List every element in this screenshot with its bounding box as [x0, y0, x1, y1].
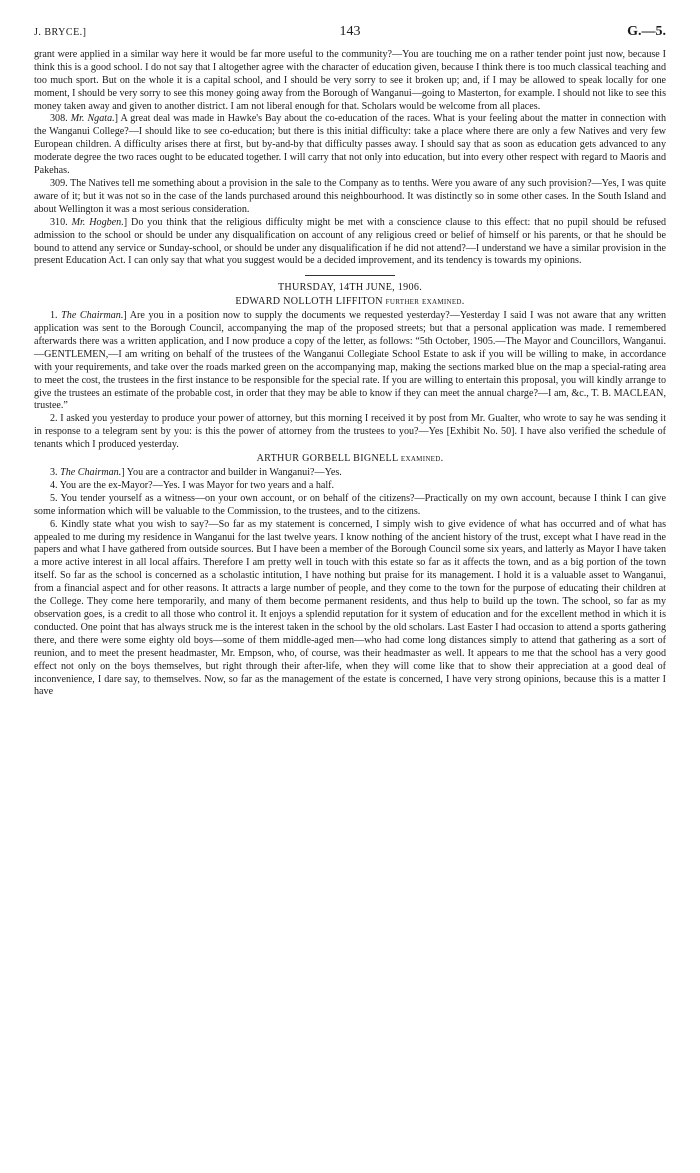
speaker-name: Mr. Hogben.: [71, 216, 124, 228]
question-number: 308.: [50, 113, 71, 125]
question-number: 310.: [50, 216, 72, 228]
paragraph-310: 310. Mr. Hogben.] Do you think that the religious difficulty might be met with a conscience clause to this effect: that no pupil should be refused admission to the school or should be under any disqualification on account of any religious creed or belief of himself or his parents, or that he should be bound to attend any service or Sunday-school, or should be under any disqualification if he did not attend?—I understand we have a similar provision in the present Education Act. I can only say that what you suggest would be a decided improvement, and its tendency is towards my opinions.: [34, 216, 667, 267]
paragraph-1: 1. The Chairman.] Are you in a position now to supply the documents we requested yesterday?—Yesterday I said I was not aware that any written application was sent to the Borough Council, accompanying the map of the proposed streets; but that a personal application was made. I remembered afterwards there was a written application, and I now produce a copy of the letter, as follows: “5th October, 1905.—The Mayor and Councillors, Wanganui.—GENTLEMEN,—I am writing on behalf of the trustees of the Wanganui Collegiate School Estate to ask if you will be willing to make, in accordance with your requirements, and take over the roads marked green on the accompanying map, making the sections marked blue on the map a special-rating area to meet the cost, the trustees in the first instance to be responsible for the special rate. If you are willing to entertain this proposal, you will kindly arrange to give the trustees an estimate of the probable cost, in order that they may be able to know if they can meet the annual charge?—I am, &c., T. B. MACLEAN, trustee.”: [34, 310, 667, 412]
testimony-text: A great deal was made in Hawke's Bay about the co-education of the races. What is your feeling about the matter in connection with the Wanganui College?—I should like to see co-education; but there is this initial difficulty: take a place where there are only a few Natives and very few European children. A difficulty arises there at first, but by-and-by that difficulty passes away. I should say that as soon as education gets advanced to any moderate degree the two races ought to be educated together. I will carry that not only into education, but into every other respect with regard to Maoris and Pakehas.: [34, 113, 667, 177]
question-number: 4.: [50, 479, 60, 491]
testimony-text: You are the ex-Mayor?—Yes. I was Mayor for two years and a half.: [59, 479, 335, 491]
page-header: [34, 26, 666, 40]
document-code: G.—5.: [627, 24, 667, 39]
question-number: 5.: [50, 492, 61, 504]
witness-heading-liffiton: EDWARD NOLLOTH LIFFITON further examined.: [235, 296, 465, 308]
speaker-name: The Chairman.: [60, 467, 122, 478]
paragraph-3: 3. The Chairman.] You are a contractor and builder in Wanganui?—Yes.: [50, 467, 342, 478]
paragraph-continued: [34, 49, 666, 114]
paragraph-309: [34, 178, 666, 217]
speaker-name: The Chairman.: [61, 310, 124, 322]
testimony-text: Are you in a position now to supply the documents we requested yesterday?—Yesterday I said I was not aware that any written application was sent to the Borough Council, accompanying the map of the proposed streets; but that a personal application was made. I remembered afterwards there was a written application, and I now produce a copy of the letter, as follows: “5th October, 1905.—The Mayor and Councillors, Wanganui.—GENTLEMEN,—I am writing on behalf of the trustees of the Wanganui Collegiate School Estate to ask if you will be willing to make, in accordance with your requirements, and take over the roads marked green on the accompanying map, making the sections marked blue on the map a special-rating area to meet the cost, the trustees in the first instance to be responsible for the special rate. If you are willing to entertain this proposal, you will kindly arrange to give the trustees an estimate of the probable cost, in order that they may be able to know if they can meet the annual charge?—I am, &c., T. B. MACLEAN, trustee.”: [34, 310, 667, 412]
testimony-text: I asked you yesterday to produce your power of attorney, but this morning I received it by post from Mr. Gualter, who wrote to say he was sending it in response to a telegram sent by you: is this the power of attorney from the trustees to you?—Yes [Exhibit No. 50]. I have also verified the schedule of tenants which I produced yesterday.: [34, 413, 667, 451]
testimony-text: You are a contractor and builder in Wanganui?—Yes.: [126, 467, 342, 478]
question-number: 6.: [50, 518, 62, 530]
testimony-text: grant were applied in a similar way here it would be far more useful to the community?—You are touching me on a rather tender point just now, because I think this is a good school. I do not say that I altogether agree with the character of education given, because I think there is too much classical teaching and too much sport. But on the whole it is a capital school, and I should be very sorry to see it broken up; and, if I may be allowed to speak locally for one moment, I should be very sorry to see this money going away from the Borough of Wanganui—going to Masterton, for example. I should not like to see this money taken away and given to another district. I am not liberal enough for that. Scholars would be welcome from all places.: [34, 48, 666, 112]
paragraph-4: [34, 480, 666, 493]
question-number: 309.: [50, 177, 71, 189]
section-divider: [305, 275, 395, 276]
paragraph-308: 308. Mr. Ngata.] A great deal was made in Hawke's Bay about the co-education of the races. What is your feeling about the matter in connection with the Wanganui College?—I should like to see co-education; but there is this initial difficulty: take a place where there are only a few Natives and very few European children. A difficulty arises there at first, but by-and-by that difficulty passes away. I should say that as soon as education gets advanced to any moderate degree the two races ought to be educated together. I will carry that not only into education, but into every other respect with regard to Maoris and Pakehas.: [34, 113, 667, 177]
paragraph-5: [34, 493, 666, 519]
header-witness: J. BRYCE.]: [34, 27, 87, 38]
testimony-text: You tender yourself as a witness—on your own account, or on behalf of the citizens?—Practically on my own account, because I think I can give some information which will be valuable to the Commission, to the trustees, and to the citizens.: [34, 492, 666, 517]
testimony-text: Kindly state what you wish to say?—So far as my statement is concerned, I simply wish to give evidence of what has occurred and of what has appealed to me during my residence in Wanganui for the last twelve years. I know nothing of the ancient history of the trust, except what I have read in the papers and what I have gathered from outside sources. But I have been a member of the Borough Council some six years, and latterly as Mayor I have taken a more active interest in all local affairs. Therefore I am pretty well in touch with this estate so far as it affects the town, and as a big portion of the town itself. So far as the school is concerned as a scholastic intitution, I have nothing but praise for its management. I hold it is a valuable asset to Wanganui, from a financial aspect and for other reasons. It attracts a large number of people, and they come to the town for the purpose of educating their children at the College. They come here temporarily, and many of them become permanent residents, and thus help to build up the town. The school, so far as my observation goes, is a credit to all those who control it. It enjoys a splendid reputation for it system of education and for the excellent method in which it is conducted. One point that has always struck me is the interest taken in the school by the old scholars. Last Easter I had occasion to attend a sports gathering there, and there were some eighty old boys—some of them middle-aged men—who had come long distances simply to attend that gathering as a sort of reunion, and to meet the present headmaster, Mr. Empson, who, of course, was their headmaster as well. It appears to me that the school has a very good effect not only on the boys themselves, but right through their after-life, when they will come like that to show their appreciation at a good deal of inconvenience, I dare say, to themselves. Now, so far as the management of the estate is concerned, I have very strong opinions, because this is a matter I have: [34, 518, 667, 698]
paragraph-6: [34, 519, 666, 700]
question-number: 1.: [50, 310, 62, 322]
page-number: 143: [339, 24, 361, 39]
session-date: THURSDAY, 14TH JUNE, 1906.: [277, 282, 423, 294]
speaker-name: Mr. Ngata.: [70, 113, 115, 125]
testimony-text: The Natives tell me something about a provision in the sale to the Company as to tenths. Were you aware of any such provision?—Yes, I was quite aware of it; but it was not so in the case of the lands purchased around this neighbourhood. It was distinctly so in some other cases. In the South Island and about Wellington it was a most serious consideration.: [34, 177, 666, 215]
question-number: 2.: [50, 413, 61, 425]
question-number: 3.: [50, 467, 61, 478]
witness-heading-bignell: ARTHUR GORBELL BIGNELL examined.: [256, 453, 444, 465]
testimony-text: Do you think that the religious difficulty might be met with a conscience clause to this effect: that no pupil should be refused admission to the school or should be under any disqualification on account of any religious creed or belief of himself or his parents, or that he should be bound to attend any service or Sunday-school, or should be under any disqualification if he did not attend?—I understand we have a similar provision in the present Education Act. I can only say that what you suggest would be a decided improvement, and its tendency is towards my opinions.: [34, 216, 667, 267]
paragraph-2: [34, 413, 666, 452]
